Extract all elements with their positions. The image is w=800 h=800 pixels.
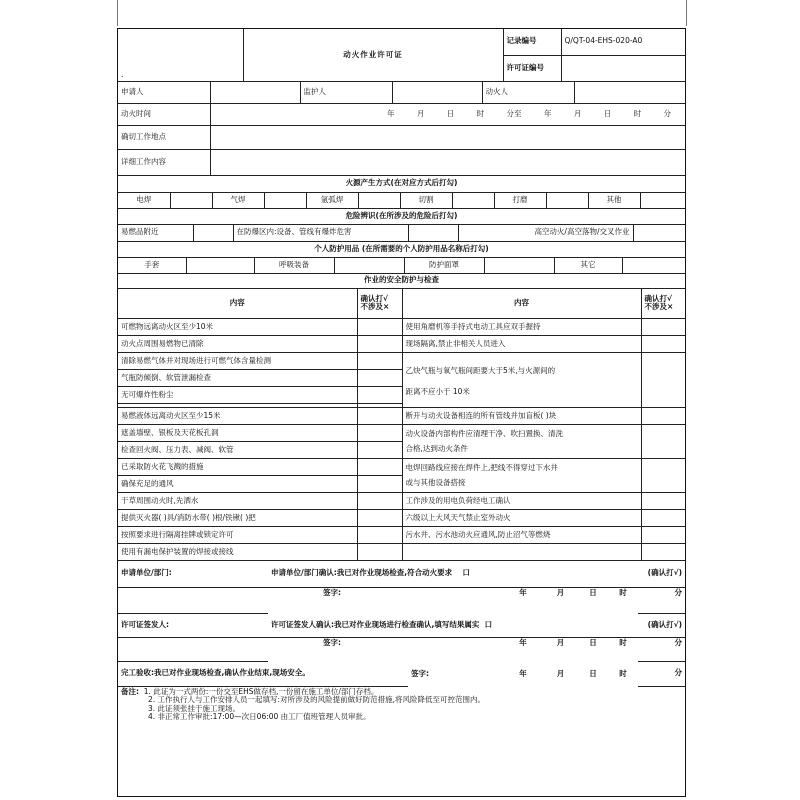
hazard-flammable-label: 易燃品附近 bbox=[118, 225, 193, 242]
safety-header: 作业的安全防护与检查 bbox=[118, 274, 685, 288]
fire-check-gas-weld[interactable] bbox=[264, 193, 306, 209]
hazard-section bbox=[118, 209, 685, 225]
safety-left-check[interactable] bbox=[357, 476, 402, 493]
fire-option-cutting: 切割 bbox=[400, 193, 452, 209]
issue-day: 日 bbox=[589, 638, 597, 647]
safety-check-table bbox=[118, 289, 685, 562]
fire-option-grinding: 打磨 bbox=[494, 193, 546, 209]
note-item: 4. 非正常工作审批:17:00—次日06:00 由工厂值班管理人员审批。 bbox=[148, 712, 371, 722]
issue-hour: 时 bbox=[619, 638, 627, 647]
crop-mark-left bbox=[117, 0, 118, 26]
time-location-block bbox=[118, 104, 685, 177]
safety-right-empty bbox=[402, 544, 641, 561]
issue-section bbox=[118, 614, 685, 663]
note-item: 2. 工作执行人与工作安排人员一起填写:对所涉及的风险提前做好防范措施,将风险降低至可控范围内。 bbox=[148, 695, 485, 705]
safety-right-check[interactable] bbox=[641, 425, 685, 459]
safety-left-item: 干草周围动火时,先洒水 bbox=[118, 493, 357, 510]
hazard-header: 危险辨识(在所涉及的危险后打勾) bbox=[118, 209, 685, 224]
safety-left-item: 气瓶防倾倒、软管泄漏检查 bbox=[118, 370, 357, 387]
safety-right-check[interactable] bbox=[641, 527, 685, 544]
fire-source-header: 火源产生方式(在对应方式后打勾) bbox=[118, 176, 685, 192]
safety-left-check[interactable] bbox=[357, 442, 402, 459]
apply-month: 月 bbox=[556, 587, 565, 597]
ppe-other-check[interactable] bbox=[622, 258, 685, 274]
safety-right-check[interactable] bbox=[641, 353, 685, 408]
safety-left-item: 已采取防火花飞溅的措施 bbox=[118, 459, 357, 476]
safety-right-check[interactable] bbox=[641, 493, 685, 510]
safety-right-item: 六级以上大风天气禁止室外动火 bbox=[402, 510, 641, 527]
form-title: 动火作业许可证 bbox=[243, 29, 503, 82]
safety-right-check[interactable] bbox=[641, 319, 685, 336]
safety-left-check[interactable] bbox=[357, 459, 402, 476]
fire-check-argon-weld[interactable] bbox=[358, 193, 400, 209]
safety-left-item: 可燃物远离动火区至少10米 bbox=[118, 319, 357, 336]
ppe-section bbox=[118, 242, 685, 258]
ppe-header: 个人防护用品 (在所需要的个人防护用品名称后打勾) bbox=[118, 242, 685, 257]
safety-left-check[interactable] bbox=[357, 408, 402, 425]
fire-source-section bbox=[118, 176, 685, 193]
issue-confirm-text: 许可证签发人确认:我已对作业现场进行检查确认,填写结果属实 口 bbox=[268, 614, 608, 638]
apply-confirm-checkbox[interactable]: 口 bbox=[462, 568, 471, 578]
safety-right-item: 现场隔离,禁止非相关人员进入 bbox=[402, 336, 641, 353]
end-day-unit: 日 bbox=[603, 108, 612, 118]
safety-left-check[interactable] bbox=[357, 510, 402, 527]
permit-form bbox=[117, 28, 686, 797]
fire-check-other[interactable] bbox=[640, 193, 685, 209]
safety-right-check[interactable] bbox=[641, 510, 685, 527]
ppe-faceshield-label: 防护面罩 bbox=[404, 258, 484, 274]
issue-year: 年 bbox=[519, 638, 527, 647]
hot-worker-field[interactable] bbox=[574, 82, 685, 103]
detail-label: 详细工作内容 bbox=[118, 150, 210, 176]
note-item: 1. 此证为一式两份:一份交至EHS做存档,一份留在施工单位/部门存档。 bbox=[143, 686, 379, 696]
ppe-respirator-check[interactable] bbox=[334, 258, 404, 274]
guardian-label: 监护人 bbox=[300, 82, 392, 103]
safety-left-item: 按照要求进行隔离挂牌或锁定许可 bbox=[118, 527, 357, 544]
start-year-unit: 年 bbox=[386, 108, 395, 118]
apply-confirm-text: 申请单位/部门确认:我已对作业现场检查,符合动火要求 口 bbox=[268, 561, 608, 587]
apply-sign-label[interactable]: 签字: bbox=[323, 587, 341, 597]
apply-blank bbox=[118, 587, 268, 613]
hazard-explosion-label: 在防爆区内:设备、管线有爆炸危害 bbox=[233, 225, 408, 242]
safety-left-item: 检查回火阀、压力表、减阀、软管 bbox=[118, 442, 357, 459]
ppe-gloves-label: 手套 bbox=[118, 258, 186, 274]
issuer-label: 许可证签发人: bbox=[118, 614, 268, 638]
safety-left-check[interactable] bbox=[357, 425, 402, 442]
safety-left-check[interactable] bbox=[357, 493, 402, 510]
safety-left-item: 无可爆炸性粉尘 bbox=[118, 387, 357, 404]
ppe-faceshield-check[interactable] bbox=[484, 258, 554, 274]
safety-left-check[interactable] bbox=[357, 319, 402, 336]
end-minute-unit: 分 bbox=[663, 108, 671, 118]
safety-left-content-header: 内容 bbox=[118, 289, 357, 319]
issue-tick-hint: (确认打√) bbox=[608, 614, 685, 638]
safety-left-item: 使用有漏电保护装置的焊接或接线 bbox=[118, 544, 357, 561]
start-hour-unit: 时 bbox=[476, 108, 485, 118]
fire-check-grinding[interactable] bbox=[546, 193, 588, 209]
apply-unit-label: 申请单位/部门: bbox=[118, 561, 268, 587]
notes-block bbox=[118, 687, 685, 724]
safety-right-item: 断开与动火设备相连的所有管线并加盲板( )块 bbox=[402, 408, 641, 425]
safety-right-item: 使用角磨机等手持式电动工具应双手握持 bbox=[402, 319, 641, 336]
end-month-unit: 月 bbox=[573, 108, 582, 118]
end-hour-unit: 时 bbox=[633, 108, 642, 118]
safety-left-item: 动火点周围易燃物已清除 bbox=[118, 336, 357, 353]
detail-field[interactable] bbox=[210, 150, 685, 176]
apply-section bbox=[118, 561, 685, 614]
safety-left-item: 遮盖墙壁、银板及天花板孔洞 bbox=[118, 425, 357, 442]
time-field[interactable] bbox=[210, 104, 685, 126]
safety-left-check[interactable] bbox=[357, 336, 402, 353]
people-row bbox=[118, 82, 685, 104]
applicant-field[interactable] bbox=[210, 82, 300, 103]
safety-right-check[interactable] bbox=[641, 336, 685, 353]
fire-option-gas-weld: 气焊 bbox=[212, 193, 264, 209]
safety-right-item-multi: 乙炔气瓶与氧气瓶间距要大于5米,与火源间的 距离不应小于 10米 bbox=[402, 353, 641, 408]
completion-month: 月 bbox=[556, 668, 565, 678]
apply-tick-hint: (确认打√) bbox=[608, 561, 685, 587]
crop-mark-right bbox=[686, 0, 687, 26]
hazard-options bbox=[118, 225, 685, 243]
issue-month: 月 bbox=[556, 638, 565, 647]
apply-day: 日 bbox=[589, 587, 597, 597]
hazard-height-check[interactable] bbox=[633, 225, 685, 242]
safety-left-item: 易燃液体远离动火区至少15米 bbox=[118, 408, 357, 425]
fire-option-argon-weld: 氩弧焊 bbox=[306, 193, 358, 209]
safety-left-check[interactable] bbox=[357, 370, 402, 387]
notes-label: 备注: bbox=[121, 686, 139, 696]
completion-hour: 时 bbox=[619, 668, 627, 678]
safety-right-content-header: 内容 bbox=[402, 289, 641, 319]
safety-section bbox=[118, 274, 685, 289]
safety-right-item-multi: 动火设备内部构件应清理干净、吹扫置换、清洗 合格,达到动火条件 bbox=[402, 425, 641, 459]
hot-worker-label: 动火人 bbox=[482, 82, 574, 103]
fire-option-electric-weld: 电焊 bbox=[118, 193, 170, 209]
issue-confirm-checkbox[interactable]: 口 bbox=[484, 619, 493, 629]
ppe-gloves-check[interactable] bbox=[186, 258, 254, 274]
ppe-options bbox=[118, 258, 685, 275]
issue-blank bbox=[118, 638, 268, 662]
safety-right-item-multi: 电焊回路线应接在焊件上,把线不得穿过下水井 或与其他设备搭接 bbox=[402, 459, 641, 493]
hazard-height-label: 高空动火/高空落物/交叉作业 bbox=[458, 225, 633, 242]
fire-source-options bbox=[118, 193, 685, 210]
issue-minute: 分 bbox=[638, 638, 685, 662]
permit-no-label: 许可证编号 bbox=[503, 55, 561, 82]
safety-left-item: 提供灭火器( )具/消防水带( )根/铁锹( )把 bbox=[118, 510, 357, 527]
completion-section bbox=[118, 662, 685, 687]
safety-left-check[interactable] bbox=[357, 387, 402, 404]
fire-check-cutting[interactable] bbox=[452, 193, 494, 209]
record-no-value: Q/QT-04-EHS-020-A0 bbox=[561, 29, 685, 55]
note-item: 3. 此证须张挂于施工现场。 bbox=[148, 703, 241, 713]
completion-minute: 分 bbox=[638, 662, 685, 686]
safety-right-confirm-header: 确认打√ 不涉及× bbox=[641, 289, 685, 319]
ppe-other-label: 其它 bbox=[554, 258, 622, 274]
safety-left-confirm-header: 确认打√ 不涉及× bbox=[357, 289, 402, 319]
record-no-label: 记录编号 bbox=[503, 29, 561, 55]
completion-day: 日 bbox=[589, 668, 597, 678]
notes-section bbox=[118, 687, 685, 724]
safety-right-check[interactable] bbox=[641, 544, 685, 561]
logo-area: . bbox=[118, 29, 243, 82]
issue-sign-label[interactable]: 签字: bbox=[323, 638, 341, 647]
guardian-field[interactable] bbox=[392, 82, 482, 103]
apply-year: 年 bbox=[519, 587, 527, 597]
fire-option-other: 其他 bbox=[588, 193, 640, 209]
permit-no-field[interactable] bbox=[561, 55, 685, 82]
safety-right-item: 工作涉及的用电负荷经电工确认 bbox=[402, 493, 641, 510]
form-header bbox=[118, 29, 685, 82]
safety-right-check[interactable] bbox=[641, 408, 685, 425]
time-label: 动火时间 bbox=[118, 104, 210, 126]
completion-text: 完工验收:我已对作业现场检查,确认作业结束,现场安全。 bbox=[118, 662, 408, 686]
location-field[interactable] bbox=[210, 126, 685, 150]
start-month-unit: 月 bbox=[416, 108, 425, 118]
safety-left-check[interactable] bbox=[357, 544, 402, 561]
applicant-label: 申请人 bbox=[118, 82, 210, 103]
safety-left-item: 确保充足的通风 bbox=[118, 476, 357, 493]
hazard-explosion-check[interactable] bbox=[408, 225, 458, 242]
safety-left-item: 清除易燃气体并对现场进行可燃气体含量检测 bbox=[118, 353, 357, 370]
apply-hour: 时 bbox=[619, 587, 627, 597]
completion-year: 年 bbox=[519, 668, 527, 678]
safety-right-item: 污水井、污水池动火应通风,防止沼气等燃烧 bbox=[402, 527, 641, 544]
safety-left-check[interactable] bbox=[357, 353, 402, 370]
fire-check-electric-weld[interactable] bbox=[170, 193, 212, 209]
ppe-respirator-label: 呼吸装备 bbox=[254, 258, 334, 274]
location-label: 确切工作地点 bbox=[118, 126, 210, 150]
completion-sign-label[interactable]: 签字: bbox=[411, 668, 429, 678]
safety-right-check[interactable] bbox=[641, 459, 685, 493]
safety-left-check[interactable] bbox=[357, 527, 402, 544]
hazard-flammable-check[interactable] bbox=[193, 225, 233, 242]
start-day-unit: 日 bbox=[446, 108, 455, 118]
end-year-unit: 年 bbox=[543, 108, 552, 118]
start-minute-to-unit: 分至 bbox=[506, 108, 522, 118]
apply-minute: 分 bbox=[638, 587, 685, 613]
